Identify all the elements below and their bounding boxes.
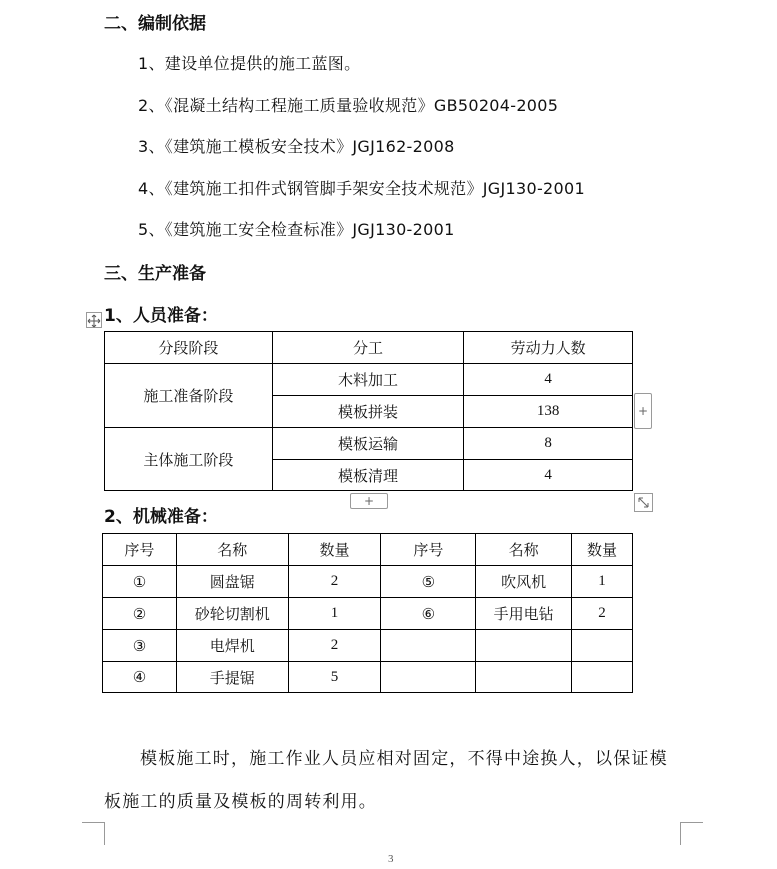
page-number: 3 — [388, 853, 394, 865]
table-row — [103, 598, 633, 630]
no-cell — [381, 630, 476, 662]
header-stage: 分段阶段 — [105, 332, 273, 364]
no-cell: ② — [103, 598, 177, 630]
section-3-title: 三、生产准备 — [104, 264, 206, 284]
name-cell: 砂轮切割机 — [176, 598, 288, 630]
header-name: 名称 — [176, 534, 288, 566]
add-column-button[interactable] — [634, 393, 652, 429]
header-no: 序号 — [381, 534, 476, 566]
add-row-button[interactable] — [350, 493, 388, 509]
task-cell: 模板拼装 — [272, 396, 464, 428]
name-cell: 吹风机 — [476, 566, 572, 598]
qty-cell: 5 — [288, 662, 381, 693]
table-header-row — [105, 332, 633, 364]
paragraph-line-1: 模板施工时，施工作业人员应相对固定，不得中途换人，以保证模 — [140, 749, 668, 769]
margin-corner-left — [82, 822, 105, 845]
no-cell — [381, 662, 476, 693]
qty-cell: 2 — [288, 630, 381, 662]
table-row — [103, 662, 633, 693]
table-row — [103, 630, 633, 662]
no-cell: ① — [103, 566, 177, 598]
qty-cell: 2 — [572, 598, 633, 630]
staff-table — [104, 331, 633, 491]
paragraph-line-2: 板施工的质量及模板的周转利用。 — [104, 792, 377, 812]
stage-cell: 施工准备阶段 — [105, 364, 273, 428]
count-cell: 138 — [464, 396, 633, 428]
name-cell: 手用电钻 — [476, 598, 572, 630]
table-row — [105, 428, 633, 460]
stage-cell: 主体施工阶段 — [105, 428, 273, 491]
plus-icon: + — [637, 404, 649, 418]
table-header-row — [103, 534, 633, 566]
margin-corner-right — [680, 822, 703, 845]
qty-cell — [572, 630, 633, 662]
count-cell: 8 — [464, 428, 633, 460]
header-no: 序号 — [103, 534, 177, 566]
no-cell: ③ — [103, 630, 177, 662]
name-cell — [476, 630, 572, 662]
header-qty: 数量 — [572, 534, 633, 566]
task-cell: 模板运输 — [272, 428, 464, 460]
table-row — [105, 364, 633, 396]
basis-item-4: 4、《建筑施工扣件式钢管脚手架安全技术规范》JGJ130-2001 — [138, 179, 585, 198]
qty-cell: 1 — [572, 566, 633, 598]
basis-item-3: 3、《建筑施工模板安全技术》JGJ162-2008 — [138, 137, 455, 156]
basis-item-1: 1、建设单位提供的施工蓝图。 — [138, 54, 361, 73]
task-cell: 木料加工 — [272, 364, 464, 396]
basis-item-5: 5、《建筑施工安全检查标准》JGJ130-2001 — [138, 220, 455, 239]
section-2-title: 二、编制依据 — [104, 14, 206, 34]
qty-cell: 1 — [288, 598, 381, 630]
header-name: 名称 — [476, 534, 572, 566]
qty-cell: 2 — [288, 566, 381, 598]
no-cell: ⑤ — [381, 566, 476, 598]
name-cell: 手提锯 — [176, 662, 288, 693]
machines-table — [102, 533, 633, 693]
name-cell: 电焊机 — [176, 630, 288, 662]
plus-icon: + — [363, 494, 375, 508]
count-cell: 4 — [464, 460, 633, 491]
table-row — [103, 566, 633, 598]
qty-cell — [572, 662, 633, 693]
basis-item-2: 2、《混凝土结构工程施工质量验收规范》GB50204-2005 — [138, 96, 559, 115]
machines-subtitle: 2、机械准备： — [104, 507, 218, 527]
resize-icon[interactable] — [634, 493, 653, 512]
header-count: 劳动力人数 — [464, 332, 633, 364]
header-qty: 数量 — [288, 534, 381, 566]
header-task: 分工 — [272, 332, 464, 364]
staff-subtitle: 1、人员准备： — [104, 306, 218, 326]
name-cell: 圆盘锯 — [176, 566, 288, 598]
no-cell: ⑥ — [381, 598, 476, 630]
move-icon[interactable] — [86, 312, 102, 328]
count-cell: 4 — [464, 364, 633, 396]
no-cell: ④ — [103, 662, 177, 693]
name-cell — [476, 662, 572, 693]
task-cell: 模板清理 — [272, 460, 464, 491]
